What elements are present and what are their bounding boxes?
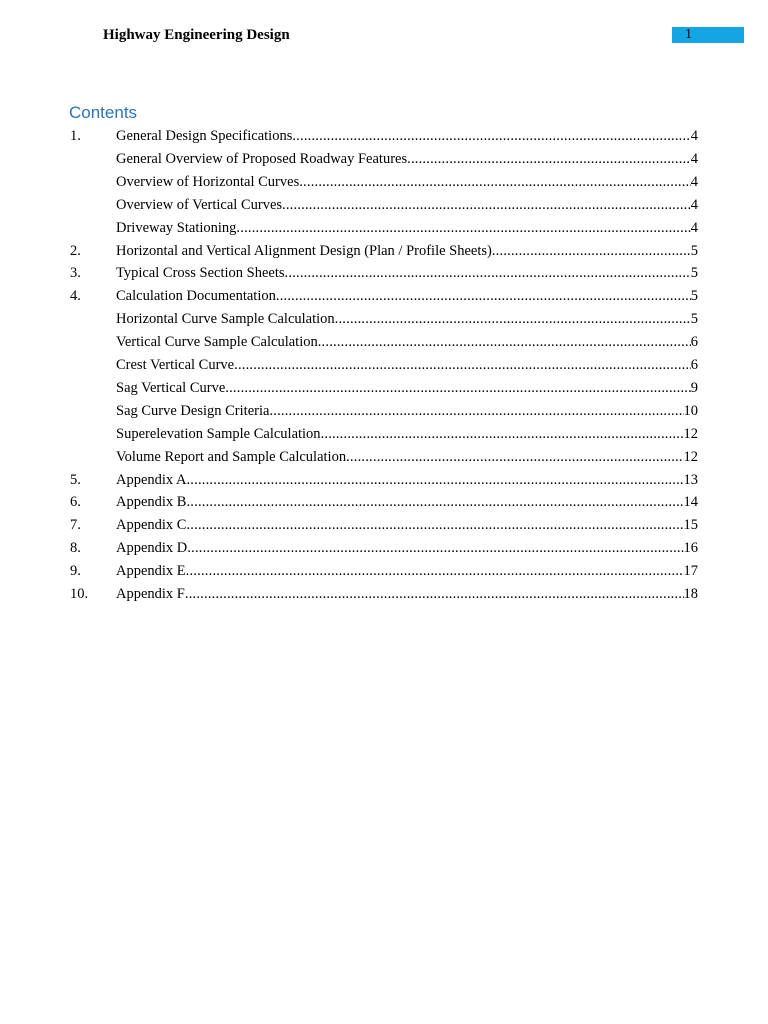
toc-entry-number: 7. [70, 517, 81, 534]
toc-entry-title: Sag Curve Design Criteria [116, 402, 270, 419]
toc-entry[interactable] [0, 286, 768, 306]
toc-entry-title: Horizontal and Vertical Alignment Design (Plan / Profile Sheets) [116, 242, 492, 259]
document-title: Highway Engineering Design [103, 27, 290, 43]
toc-entry-title: Appendix E [116, 563, 186, 580]
toc-entry-page: 14 [683, 494, 698, 511]
toc-entry[interactable] [0, 309, 768, 329]
toc-entry-number: 4. [70, 288, 81, 305]
toc-entry[interactable] [0, 561, 768, 581]
toc-dot-leader [321, 424, 684, 444]
toc-dot-leader [186, 492, 683, 512]
toc-dot-leader [186, 470, 683, 490]
toc-entry-line [116, 492, 698, 512]
page-number-badge [672, 27, 744, 43]
toc-dot-leader [346, 447, 683, 467]
toc-dot-leader [335, 309, 691, 329]
toc-entry-line [116, 584, 698, 604]
toc-entry-title: Appendix F [116, 586, 185, 602]
toc-entry-line [116, 424, 698, 444]
toc-entry[interactable] [0, 126, 768, 146]
toc-entry-page: 4 [690, 219, 698, 236]
toc-dot-leader [225, 378, 690, 398]
toc-dot-leader [285, 263, 691, 283]
toc-entry-page: 5 [690, 288, 698, 305]
toc-entry-line [116, 172, 698, 192]
toc-entry-title: Sag Vertical Curve [116, 379, 226, 396]
toc-heading: Contents [69, 103, 138, 122]
toc-entry-page: 4 [690, 173, 698, 190]
toc-entry[interactable] [0, 263, 768, 283]
toc-entry-line [116, 378, 698, 398]
toc-entry[interactable] [0, 401, 768, 421]
toc-dot-leader [269, 401, 683, 421]
toc-dot-leader [299, 172, 691, 192]
toc-entry-page: 4 [690, 196, 698, 213]
toc-entry[interactable] [0, 218, 768, 238]
toc-dot-leader [186, 515, 683, 535]
toc-entry-number: 9. [70, 563, 81, 580]
toc-entry[interactable] [0, 470, 768, 490]
toc-entry-title: Appendix D [116, 540, 188, 557]
toc-entry-line [116, 401, 698, 421]
page-number: 1 [685, 27, 692, 42]
toc-dot-leader [318, 332, 691, 352]
toc-entry-line [116, 538, 698, 558]
toc-entry[interactable] [0, 332, 768, 352]
toc-entry-page: 18 [683, 586, 698, 602]
toc-entry-title: Crest Vertical Curve [116, 357, 235, 373]
toc-entry-title: Vertical Curve Sample Calculation [116, 334, 318, 351]
toc-dot-leader [236, 218, 690, 238]
toc-entry-page: 12 [683, 425, 698, 442]
toc-entry-title: Calculation Documentation [116, 288, 276, 305]
toc-entry-line [116, 195, 698, 215]
toc-entry-number: 2. [70, 242, 81, 259]
toc-dot-leader [187, 538, 683, 558]
toc-entry-line [116, 286, 698, 306]
toc-entry-line [116, 447, 698, 467]
toc-entry[interactable] [0, 241, 768, 261]
toc-entry[interactable] [0, 538, 768, 558]
toc-entry[interactable] [0, 378, 768, 398]
toc-entry-number: 1. [70, 128, 81, 144]
toc-entry-line [116, 149, 698, 169]
toc-entry-number: 8. [70, 540, 81, 557]
toc-entry-page: 17 [683, 563, 698, 580]
toc-entry[interactable] [0, 515, 768, 535]
toc-entry-line [116, 332, 698, 352]
toc-dot-leader [292, 126, 690, 146]
toc-entry-page: 9 [690, 379, 698, 396]
toc-entry-page: 6 [690, 334, 698, 351]
toc-entry-page: 12 [683, 448, 698, 465]
toc-entry-title: Overview of Horizontal Curves [116, 173, 300, 190]
toc-entry-title: Appendix A [116, 471, 187, 488]
toc-entry[interactable] [0, 492, 768, 512]
toc-entry-page: 4 [690, 128, 698, 144]
toc-entry-title: Typical Cross Section Sheets [116, 265, 285, 282]
toc-entry-page: 16 [683, 540, 698, 557]
toc-entry-line [116, 241, 698, 261]
toc-entry[interactable] [0, 149, 768, 169]
toc-entry-page: 13 [683, 471, 698, 488]
toc-entry[interactable] [0, 424, 768, 444]
toc-entry-page: 6 [690, 357, 698, 373]
toc-entry[interactable] [0, 584, 768, 604]
toc-entry-title: Driveway Stationing [116, 219, 237, 236]
toc-entry-page: 5 [690, 242, 698, 259]
toc-entry-line [116, 561, 698, 581]
toc-entry-title: General Overview of Proposed Roadway Features [116, 150, 408, 167]
toc-entry-title: General Design Specifications [116, 128, 293, 144]
toc-entry-title: Superelevation Sample Calculation [116, 425, 321, 442]
toc-entry-line [116, 309, 698, 329]
toc-dot-leader [282, 195, 691, 215]
toc-entry-title: Appendix B [116, 494, 187, 511]
toc-dot-leader [407, 149, 691, 169]
toc-entry-page: 15 [683, 517, 698, 534]
toc-entry-number: 6. [70, 494, 81, 511]
toc-entry-line [116, 355, 698, 375]
toc-entry[interactable] [0, 172, 768, 192]
toc-entry-page: 10 [683, 402, 698, 419]
toc-entry[interactable] [0, 355, 768, 375]
toc-entry-line [116, 263, 698, 283]
toc-dot-leader [276, 286, 691, 306]
toc-entry-page: 5 [690, 311, 698, 328]
toc-entry[interactable] [0, 195, 768, 215]
toc-entry-title: Appendix C [116, 517, 187, 534]
toc-entry-number: 5. [70, 471, 81, 488]
toc-entry-title: Horizontal Curve Sample Calculation [116, 311, 335, 328]
toc-dot-leader [492, 241, 691, 261]
toc-dot-leader [186, 561, 684, 581]
toc-entry-title: Volume Report and Sample Calculation [116, 448, 347, 465]
toc-dot-leader [185, 584, 684, 604]
toc-dot-leader [234, 355, 691, 375]
toc-entry-line [116, 126, 698, 146]
toc-entry-title: Overview of Vertical Curves [116, 196, 283, 213]
toc-entry[interactable] [0, 447, 768, 467]
toc-entry-page: 4 [690, 150, 698, 167]
page-header [0, 0, 768, 60]
toc-entry-line [116, 470, 698, 490]
toc-entry-line [116, 515, 698, 535]
toc-entry-page: 5 [690, 265, 698, 282]
toc-entry-number: 10. [70, 586, 89, 602]
toc-entry-number: 3. [70, 265, 81, 282]
toc-entry-line [116, 218, 698, 238]
